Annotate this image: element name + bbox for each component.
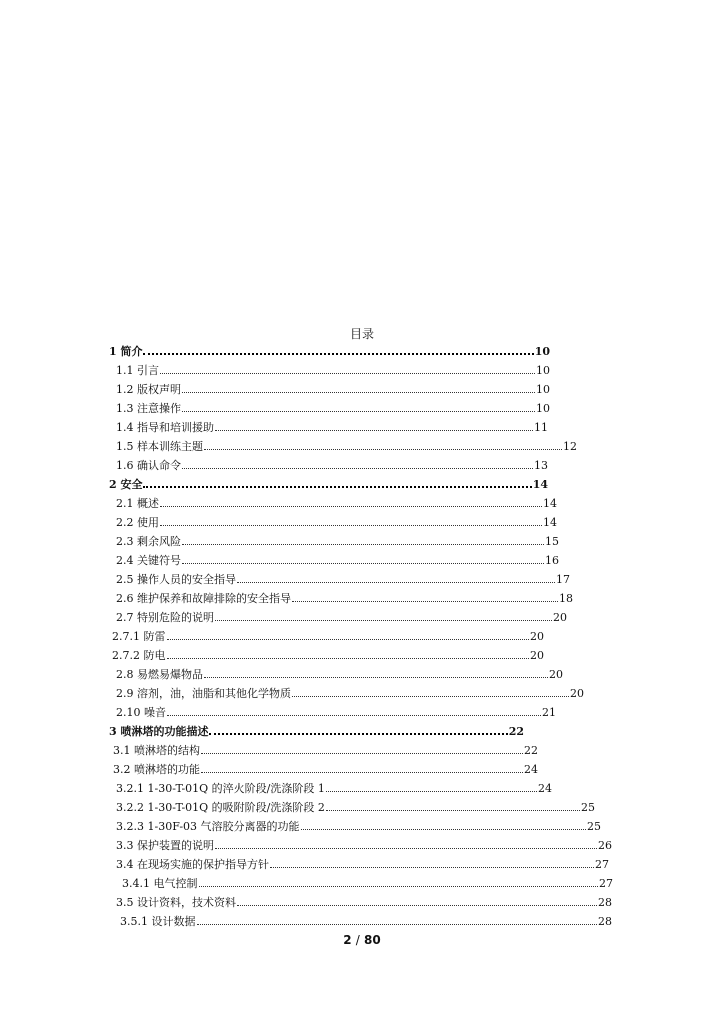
- toc-entry-page: 10: [536, 364, 550, 377]
- toc-entry-page: 10: [536, 402, 550, 415]
- toc-entry[interactable]: [120, 913, 612, 931]
- toc-entry-page: 11: [534, 421, 548, 434]
- toc-entry[interactable]: [116, 609, 567, 627]
- toc-title: 目录: [349, 327, 374, 341]
- toc-entry-label: 3.4.1 电气控制: [122, 877, 198, 890]
- toc-leader: [167, 649, 530, 659]
- toc-leader: [326, 782, 537, 792]
- toc-leader: [204, 440, 562, 450]
- toc-entry[interactable]: [116, 400, 550, 418]
- toc-leader: [209, 724, 507, 735]
- toc-leader: [292, 592, 558, 602]
- toc-entry-label: 2.1 概述: [116, 497, 159, 510]
- toc-entry-label: 2.2 使用: [116, 516, 159, 529]
- toc-entry[interactable]: [116, 419, 548, 437]
- page-number: [0, 933, 724, 947]
- toc-entry-label: 3.2.2 1-30-T-01Q 的吸附阶段/洗涤阶段 2: [116, 801, 325, 814]
- toc-entry[interactable]: [113, 761, 538, 779]
- toc-entry[interactable]: [122, 875, 613, 893]
- toc-entry-label: 1.1 引言: [116, 364, 159, 377]
- toc-entry[interactable]: [113, 742, 538, 760]
- toc-entry[interactable]: [116, 590, 573, 608]
- toc-leader: [237, 896, 597, 906]
- toc-leader: [160, 516, 542, 526]
- toc-entry-page: 20: [530, 649, 544, 662]
- toc-entry-page: 18: [559, 592, 573, 605]
- toc-entry[interactable]: [116, 837, 612, 855]
- toc-entry-label: 3.3 保护装置的说明: [116, 839, 214, 852]
- toc-entry-label: 1.4 指导和培训援助: [116, 421, 214, 434]
- toc-entry-page: 24: [538, 782, 552, 795]
- toc-entry[interactable]: [112, 628, 544, 646]
- toc-entry-label: 3.2.3 1-30F-03 气溶胶分离器的功能: [116, 820, 300, 833]
- toc-leader: [182, 459, 533, 469]
- total-pages: 80: [364, 933, 381, 947]
- toc-leader: [182, 383, 535, 393]
- toc-entry[interactable]: [116, 856, 609, 874]
- toc-leader: [160, 497, 542, 507]
- toc-entry-label: 2.6 维护保养和故障排除的安全指导: [116, 592, 291, 605]
- toc-entry-page: 14: [543, 516, 557, 529]
- toc-leader: [143, 477, 531, 488]
- toc-leader: [201, 744, 523, 754]
- toc-entry[interactable]: [109, 476, 548, 494]
- toc-leader: [197, 915, 598, 925]
- toc-entry[interactable]: [116, 780, 552, 798]
- toc-entry-page: 16: [545, 554, 559, 567]
- toc-entry-page: 10: [534, 345, 550, 358]
- toc-leader: [182, 535, 544, 545]
- toc-entry-label: 1 简介: [109, 345, 143, 358]
- toc-entry-page: 24: [524, 763, 538, 776]
- toc-entry-page: 25: [587, 820, 601, 833]
- toc-entry-page: 20: [553, 611, 567, 624]
- toc-entry[interactable]: [116, 552, 559, 570]
- toc-leader: [215, 839, 597, 849]
- toc-leader: [326, 801, 580, 811]
- toc-entry[interactable]: [116, 685, 584, 703]
- toc-entry-page: 28: [598, 896, 612, 909]
- toc-entry-page: 21: [542, 706, 556, 719]
- toc-entry-page: 28: [598, 915, 612, 928]
- toc-entry-page: 20: [549, 668, 563, 681]
- toc-entry-label: 3 喷淋塔的功能描述: [109, 725, 209, 738]
- toc-leader: [182, 402, 535, 412]
- toc-entry[interactable]: [116, 514, 557, 532]
- toc-leader: [182, 554, 544, 564]
- toc-entry-label: 2 安全: [109, 478, 143, 491]
- toc-entry-label: 3.2 喷淋塔的功能: [113, 763, 200, 776]
- toc-entry-page: 27: [599, 877, 613, 890]
- toc-leader: [215, 421, 533, 431]
- toc-entry-page: 14: [543, 497, 557, 510]
- toc-entry-label: 2.7.1 防雷: [112, 630, 166, 643]
- toc-entry-label: 1.5 样本训练主题: [116, 440, 203, 453]
- toc-entry[interactable]: [116, 381, 550, 399]
- toc-entry-label: 3.5.1 设计数据: [120, 915, 196, 928]
- toc-entry[interactable]: [116, 799, 595, 817]
- toc-entry-page: 13: [534, 459, 548, 472]
- toc-leader: [237, 573, 555, 583]
- toc-entry[interactable]: [112, 647, 544, 665]
- toc-entry-label: 3.5 设计资料，技术资料: [116, 896, 236, 909]
- toc-entry-label: 2.9 溶剂，油，油脂和其他化学物质: [116, 687, 291, 700]
- toc-entry-page: 27: [595, 858, 609, 871]
- toc-entry-label: 1.2 版权声明: [116, 383, 181, 396]
- toc-entry-page: 20: [530, 630, 544, 643]
- toc-leader: [301, 820, 586, 830]
- toc-entry-page: 14: [532, 478, 548, 491]
- toc-entry[interactable]: [109, 723, 524, 741]
- toc-entry-label: 1.6 确认命令: [116, 459, 181, 472]
- toc-leader: [160, 364, 535, 374]
- toc-entry-label: 2.7 特别危险的说明: [116, 611, 214, 624]
- toc-entry-label: 3.2.1 1-30-T-01Q 的淬火阶段/洗涤阶段 1: [116, 782, 325, 795]
- toc-leader: [201, 763, 523, 773]
- toc-entry-label: 2.3 剩余风险: [116, 535, 181, 548]
- toc-leader: [199, 877, 599, 887]
- toc-entry-page: 25: [581, 801, 595, 814]
- toc-entry-label: 1.3 注意操作: [116, 402, 181, 415]
- toc-leader: [143, 344, 533, 355]
- toc-entry-page: 17: [556, 573, 570, 586]
- page-separator: /: [355, 933, 360, 947]
- toc-entry[interactable]: [116, 457, 548, 475]
- toc-entry-page: 12: [563, 440, 577, 453]
- toc-entry[interactable]: [116, 362, 550, 380]
- toc-entry-page: 20: [570, 687, 584, 700]
- toc-entry-label: 2.4 关键符号: [116, 554, 181, 567]
- toc-leader: [204, 668, 548, 678]
- toc-leader: [270, 858, 594, 868]
- toc-entry-page: 22: [508, 725, 524, 738]
- toc-entry-page: 22: [524, 744, 538, 757]
- toc-entry[interactable]: [116, 894, 612, 912]
- toc-leader: [167, 630, 530, 640]
- toc-entry-label: 2.7.2 防电: [112, 649, 166, 662]
- toc-entry-label: 2.5 操作人员的安全指导: [116, 573, 236, 586]
- toc-entry-label: 2.10 噪音: [116, 706, 166, 719]
- toc-entry[interactable]: [116, 818, 601, 836]
- toc-entry[interactable]: [109, 343, 550, 361]
- toc-leader: [167, 706, 541, 716]
- current-page: 2: [343, 933, 352, 947]
- toc-leader: [215, 611, 552, 621]
- toc-entry-page: 15: [545, 535, 559, 548]
- toc-entry[interactable]: [116, 704, 556, 722]
- toc-entry[interactable]: [116, 571, 570, 589]
- toc-entry[interactable]: [116, 438, 577, 456]
- toc-entry-label: 2.8 易燃易爆物品: [116, 668, 203, 681]
- toc-entry[interactable]: [116, 533, 559, 551]
- toc-entry[interactable]: [116, 666, 563, 684]
- toc-leader: [292, 687, 569, 697]
- toc-entry-label: 3.4 在现场实施的保护指导方针: [116, 858, 269, 871]
- toc-entry-page: 10: [536, 383, 550, 396]
- toc-entry-label: 3.1 喷淋塔的结构: [113, 744, 200, 757]
- toc-entry[interactable]: [116, 495, 557, 513]
- toc-entry-page: 26: [598, 839, 612, 852]
